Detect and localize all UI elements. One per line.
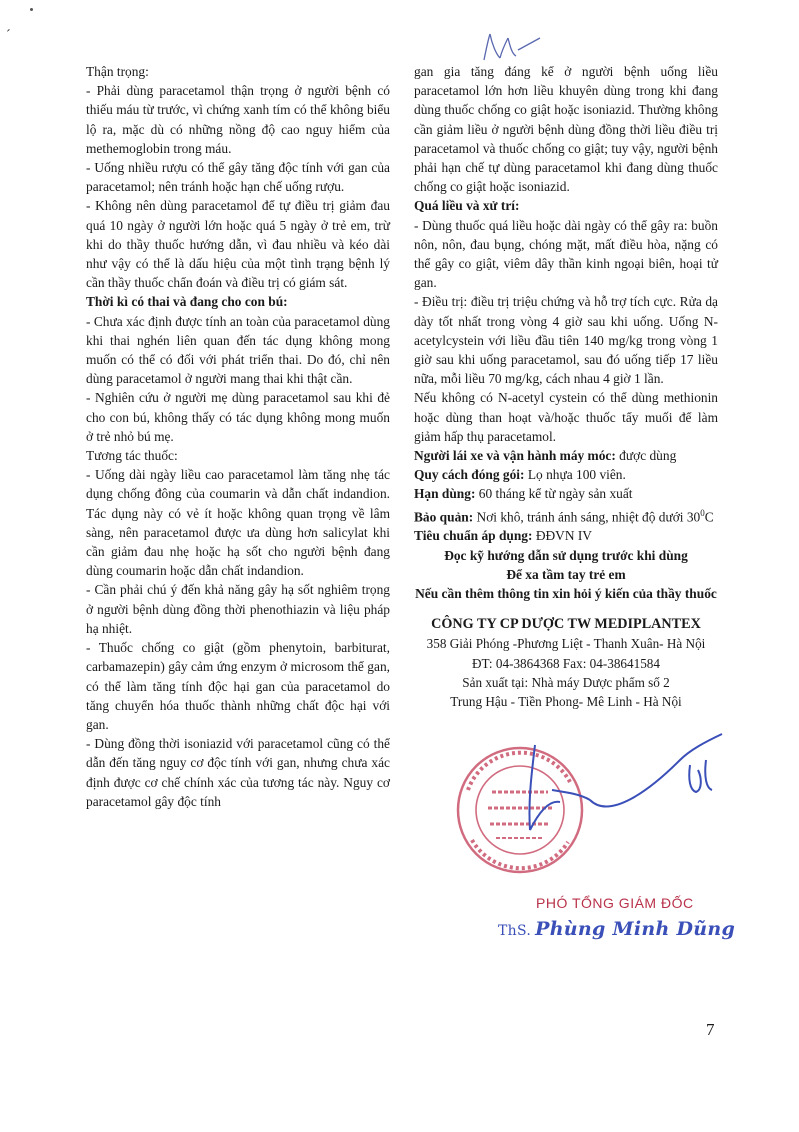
company-address: 358 Giải Phóng -Phương Liệt - Thanh Xuân- Hà Nội <box>426 636 706 652</box>
paragraph: gan gia tăng đáng kể ở người bệnh uống liều paracetamol lớn hơn liều khuyên dùng trong khi đang dùng thuốc chống co giật hoặc isoniazid. Thường không cần giảm liều ở người bệnh dùng đồng thời liều điều trị paracetamol và thuốc chống co giật; tuy vậy, người bệnh phải hạn chế tự dùng paracetamol khi đang dùng thuốc chống co giật hoặc isoniazid. <box>414 64 718 195</box>
paragraph: Nếu không có N-acetyl cystein có thể dùng methionin hoặc dùng than hoạt và/hoặc thuốc tẩy muối để làm giảm hấp thụ paracetamol. <box>414 390 718 444</box>
ink-signature <box>529 734 722 830</box>
factory-line-1: Sản xuất tại: Nhà máy Dược phẩm số 2 <box>462 674 670 690</box>
value-bao-quan: Nơi khô, tránh ánh sáng, nhiệt độ dưới 30 <box>473 509 701 525</box>
value-tieu-chuan: ĐĐVN IV <box>532 528 592 544</box>
paragraph: - Không nên dùng paracetamol để tự điều trị giảm đau quá 10 ngày ở người lớn hoặc quá 5 ngày ở trẻ em, trừ khi do thầy thuốc hướng dẫn, vì đau nhiều và kéo dài như vậy có thể là dấu hiệu của một tình trạng bệnh lý cần thầy thuốc chẩn đoán và điều trị có giám sát. <box>86 198 390 291</box>
value-lai-xe: được dùng <box>615 448 677 464</box>
value-han-dung: 60 tháng kể từ ngày sản xuất <box>475 486 633 502</box>
paragraph: - Điều trị: điều trị triệu chứng và hỗ trợ tích cực. Rửa dạ dày tốt nhất trong vòng 4 giờ sau khi uống. Uống N-acetylcystein với liều đầu tiên 140 mg/kg trong vòng 1 giờ sau khi uống paracetamol, sau đó uống tiếp 17 liều nữa, mỗi liều 70 mg/kg, cách nhau 4 giờ 1 lần. <box>414 294 718 387</box>
label-lai-xe: Người lái xe và vận hành máy móc: <box>414 448 616 464</box>
label-han-dung: Hạn dùng: <box>414 486 476 502</box>
left-column <box>86 62 390 811</box>
label-bao-quan: Bảo quản: <box>414 509 474 525</box>
signer-degree: ThS. <box>498 923 532 939</box>
paragraph: - Phải dùng paracetamol thận trọng ở người bệnh có thiếu máu từ trước, vì chứng xanh tím có thể không biểu lộ ra, mặc dù có những nồng độ cao nguy hiểm của methemoglobin trong máu. <box>86 83 390 156</box>
corner-mark: ´ <box>6 28 11 43</box>
info-lai-xe <box>414 446 718 465</box>
paragraph: - Uống nhiều rượu có thể gây tăng độc tính với gan của paracetamol; nên tránh hoặc hạn chế uống rượu. <box>86 160 390 195</box>
paragraph: - Dùng đồng thời isoniazid với paracetamol cũng có thể dẫn đến tăng nguy cơ độc tính với gan, nhưng chưa xác định được cơ chế chính xác của tương tác này. Nguy cơ paracetamol gây độc tính <box>86 736 390 809</box>
info-bao-quan <box>414 504 718 527</box>
label-quy-cach: Quy cách đóng gói: <box>414 467 525 483</box>
right-column <box>414 62 718 711</box>
section-heading-tuong-tac: Tương tác thuốc: <box>86 448 178 464</box>
paragraph: - Uống dài ngày liều cao paracetamol làm tăng nhẹ tác dụng chống đông của coumarin và dẫn chất indandion. Tác dụng này có vẻ ít hoặc không quan trọng về lâm sàng, nên paracetamol được ưa dùng hơn salicylat khi cần giảm đau nhẹ hoặc hạ sốt cho người bệnh đang dùng coumarin hoặc dẫn chất indandion. <box>86 467 390 579</box>
red-stamp <box>458 748 582 872</box>
paragraph: - Thuốc chống co giật (gồm phenytoin, barbiturat, carbamazepin) gây cảm ứng enzym ở microsom thể gan, có thể làm tăng tính độc hại gan của paracetamol do tăng chuyển hóa thuốc thành những chất độc hại với gan. <box>86 640 390 732</box>
signer-full-name: Phùng Minh Dũng <box>535 918 736 940</box>
notice-ask-doctor: Nếu cần thêm thông tin xin hỏi ý kiến của thầy thuốc <box>415 585 717 601</box>
degree-mark: 0 <box>700 507 705 518</box>
signer-title: PHÓ TỔNG GIÁM ĐỐC <box>536 895 694 911</box>
paragraph: - Dùng thuốc quá liều hoặc dài ngày có thể gây ra: buồn nôn, nôn, đau bụng, chóng mặt, mất điều hòa, nặng có thể gây co giật, viêm dây thần kinh ngoại biên, hoại tử gan. <box>414 217 718 291</box>
paragraph: - Chưa xác định được tính an toàn của paracetamol dùng khi thai nghén liên quan đến tác dụng không mong muốn có thể có đối với phát triển thai. Do đó, chỉ nên dùng paracetamol ở người mang thai khi thật cần. <box>86 313 390 387</box>
paragraph: - Cần phải chú ý đến khả năng gây hạ sốt nghiêm trọng ở người bệnh dùng đồng thời phenothiazin và liệu pháp hạ nhiệt. <box>86 582 390 636</box>
company-phone: ĐT: 04-3864368 Fax: 04-38641584 <box>472 655 660 671</box>
value-quy-cach: Lọ nhựa 100 viên. <box>524 467 626 483</box>
page-number: 7 <box>706 1020 715 1039</box>
info-tieu-chuan <box>414 526 718 545</box>
section-heading-than-trong: Thận trọng: <box>86 64 149 79</box>
scan-speck <box>30 8 33 11</box>
info-han-dung <box>414 484 718 503</box>
notice-read-instructions: Đọc kỹ hướng dẫn sử dụng trước khi dùng <box>444 547 688 563</box>
paragraph: - Nghiên cứu ở người mẹ dùng paracetamol sau khi đẻ cho con bú, không thấy có tác dụng không mong muốn ở trẻ nhỏ bú mẹ. <box>86 390 390 444</box>
section-heading-qua-lieu: Quá liều và xử trí: <box>414 198 520 214</box>
info-quy-cach <box>414 465 718 484</box>
company-name: CÔNG TY CP DƯỢC TW MEDIPLANTEX <box>431 616 701 633</box>
label-tieu-chuan: Tiêu chuẩn áp dụng: <box>414 528 533 544</box>
celsius-unit: C <box>704 509 714 525</box>
section-heading-thai-ky: Thời kì có thai và đang cho con bú: <box>86 294 288 310</box>
signer-name <box>498 918 735 940</box>
factory-line-2: Trung Hậu - Tiền Phong- Mê Linh - Hà Nội <box>450 693 682 709</box>
notice-keep-away-children: Để xa tầm tay trẻ em <box>506 566 626 582</box>
